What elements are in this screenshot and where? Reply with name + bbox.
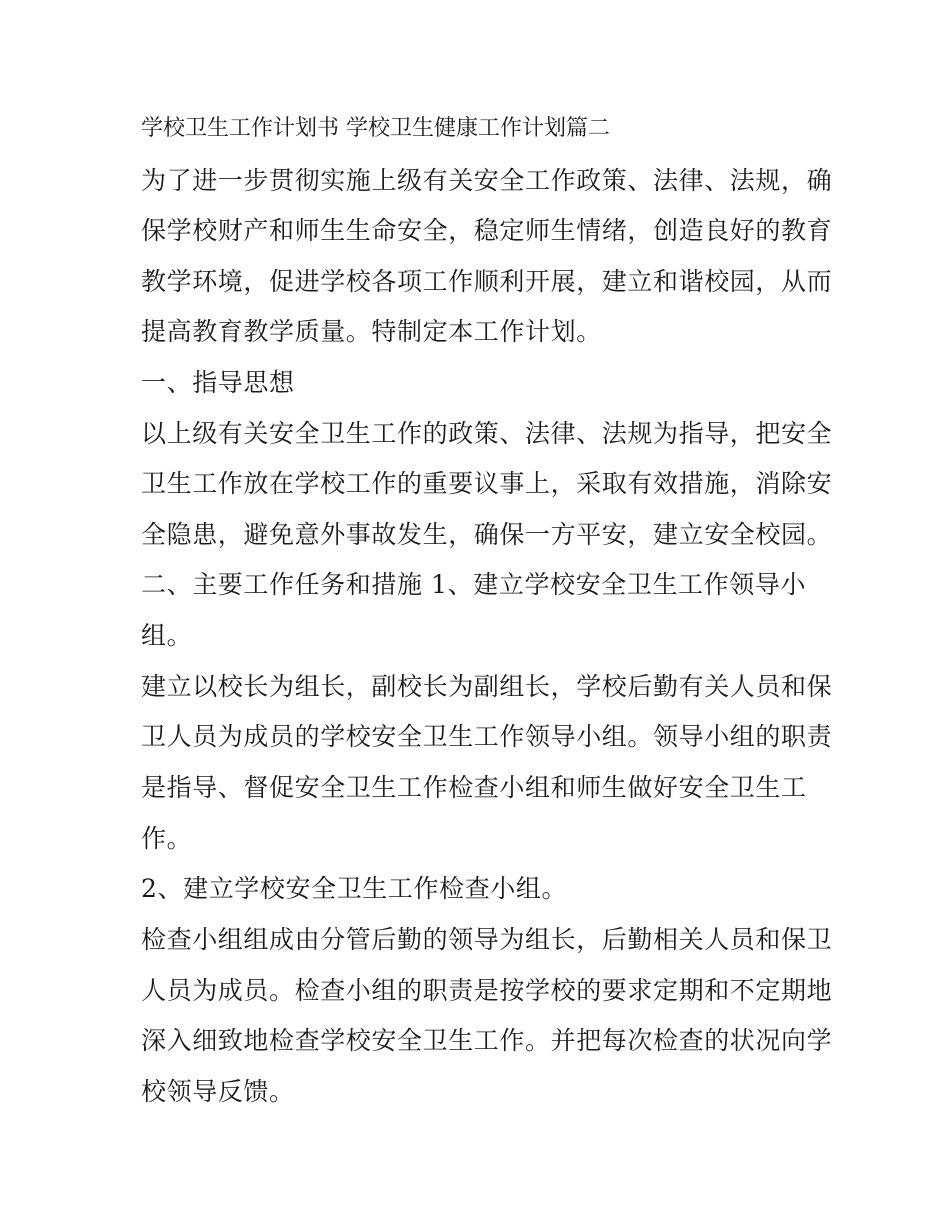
document-title: 学校卫生工作计划书 学校卫生健康工作计划篇二 [141,116,610,141]
paragraph-line: 人员为成员。检查小组的职责是按学校的要求定期和不定期地 [141,976,833,1005]
paragraph-line: 检查小组组成由分管后勤的领导为组长，后勤相关人员和保卫 [141,925,833,954]
paragraph-line: 提高教育教学质量。特制定本工作计划。 [141,317,602,346]
paragraph-line: 校领导反馈。 [141,1077,295,1106]
paragraph-line: 以上级有关安全卫生工作的政策、法律、法规为指导，把安全 [141,419,833,448]
paragraph-line: 作。 [141,824,193,853]
section-heading: 二、主要工作任务和措施 1、建立学校安全卫生工作领导小 [141,570,807,599]
paragraph-line: 建立以校长为组长，副校长为副组长，学校后勤有关人员和保 [141,672,833,701]
paragraph-line: 全隐患，避免意外事故发生，确保一方平安，建立安全校园。 [141,520,833,549]
section-heading: 一、指导思想 [141,368,295,397]
section-heading: 2、建立学校安全卫生工作检查小组。 [141,874,568,903]
paragraph-line: 是指导、督促安全卫生工作检查小组和师生做好安全卫生工 [141,773,807,802]
paragraph-line: 组。 [141,621,193,650]
paragraph-line: 教学环境，促进学校各项工作顺利开展，建立和谐校园，从而 [141,267,833,296]
paragraph-line: 卫生工作放在学校工作的重要议事上，采取有效措施，消除安 [141,469,833,498]
paragraph-line: 保学校财产和师生生命安全，稳定师生情绪，创造良好的教育 [141,216,833,245]
paragraph-line: 为了进一步贯彻实施上级有关安全工作政策、法律、法规，确 [141,166,833,195]
paragraph-line: 深入细致地检查学校安全卫生工作。并把每次检查的状况向学 [141,1026,833,1055]
paragraph-line: 卫人员为成员的学校安全卫生工作领导小组。领导小组的职责 [141,722,833,751]
